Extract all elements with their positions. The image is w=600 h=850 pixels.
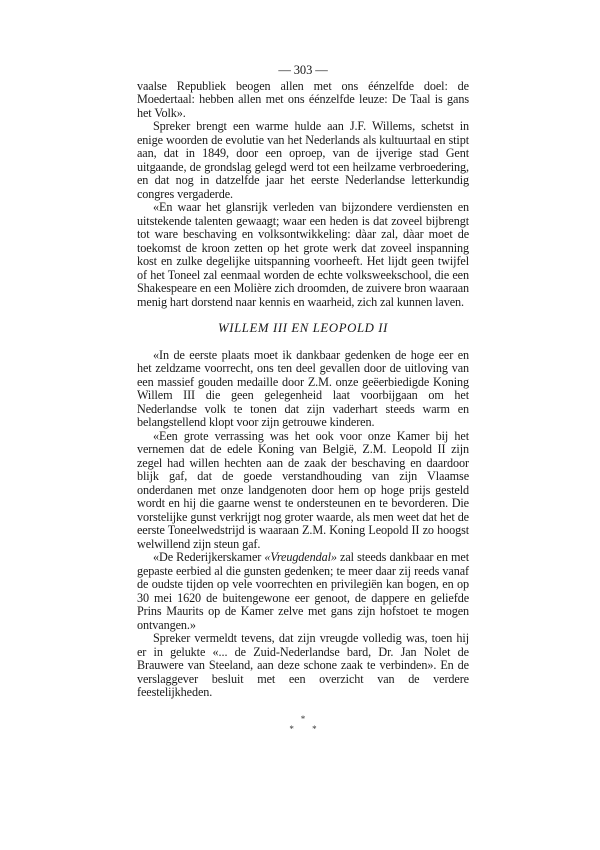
ornament-bottom-stars: * *: [289, 723, 325, 734]
quote-leopold: «Een grote verrassing was het ook voor onze Kamer bij het vernemen dat de edele Koning van België, Z.M. Leopold II zijn zegel had willen hechten aan de zaak der beschaving en daardoor blijk gaf, dat de goede verstandhouding van zijn Vlaamse onderdanen met onze landgenoten door hem op hoge prijs gesteld wordt en hij die gaarne wenst te ondersteunen en te bevorderen. Die vorstelijke gunst verkrijgt nog groter waarde, als men weet dat het de eerste Toneelwedstrijd is waaraan Z.M. Koning Leopold II zo hoogst welwillend zijn steun gaf.: [137, 428, 469, 551]
quote-willem: «In de eerste plaats moet ik dankbaar gedenken de hoge eer en het zeldzame voorrecht, ons ten deel gevallen door de uitloving van een massief gouden medaille door Z.M. onze geëerbiedigde Koning Willem III die geen gelegenheid laat voorbijgaan om het Nederlandse volk te tonen dat zijn vaderhart steeds warm en belangstellend klopt voor zijn getrouwe kinderen.: [137, 347, 469, 429]
quote-rederijkers: [137, 551, 469, 632]
section-heading: WILLEM III EN LEOPOLD II: [217, 321, 389, 335]
paragraph-willems: Spreker brengt een warme hulde aan J.F. Willems, schetst in enige woorden de evolutie van het Nederlands als kultuurtaal en stipt aan, dat in 1849, door een oproep, van de ijverige stad Gent uitgaande, de grondslag gelegd werd tot een heilzame verbroedering, en dat nog in datzelfde jaar het eerste Nederlandse letterkundig congres vergaderde.: [137, 119, 469, 201]
quote-toneel: «En waar het glansrijk verleden van bijzondere verdiensten en uitstekende talenten gewaagt; waar een heden is dat zoveel bijbrengt tot ware beschaving en volksontwikkeling: dàar zal, dàar moet de toekomst de kroon zetten op het grote werk dat zoveel inspanning kost en zulke degelijke uitspanning voorheeft. Het lijdt geen twijfel of het Toneel zal eenmaal worden de echte volksweekschool, die een Shakespeare en een Molière zich droomden, de zuivere bron waaraan menig hart dorstend naar kennis en waarheid, zich zal kunnen laven.: [137, 200, 469, 309]
opening-paragraph: vaalse Republiek beogen allen met ons éénzelfde doel: de Moedertaal: hebben allen met ons éénzelfde leuze: De Taal is gans het Volk».: [137, 78, 469, 120]
quote-rederijkers-after: zal steeds dankbaar en met gepaste eerbied al die gunsten gedenken; te meer daar zij reeds vanaf de oudste tijden op vele voorrechten en privilegiën kan bogen, en op 30 mei 1620 de buitengewone eer genoot, de dappere en geliefde Prins Maurits op de Kamer zelve met gans zijn hofstoet te mogen ontvangen.»: [137, 550, 469, 632]
page-number: — 303 —: [278, 63, 328, 77]
asterism-ornament: [137, 714, 469, 734]
quote-rederijkers-before: «De Rederijkerskamer: [153, 550, 265, 564]
text-column: [137, 64, 469, 734]
vreugdendal-name: «Vreugdendal»: [264, 550, 337, 564]
ornament-top-star: *: [300, 713, 306, 724]
closing-paragraph: Spreker vermeldt tevens, dat zijn vreugde volledig was, toen hij er in gelukte «... de Zuid-Nederlandse bard, Dr. Jan Nolet de Brauwere van Steeland, aan deze schone zaak te verbinden». En de verslaggever besluit met een overzicht van de verdere feestelijkheden.: [137, 631, 469, 699]
